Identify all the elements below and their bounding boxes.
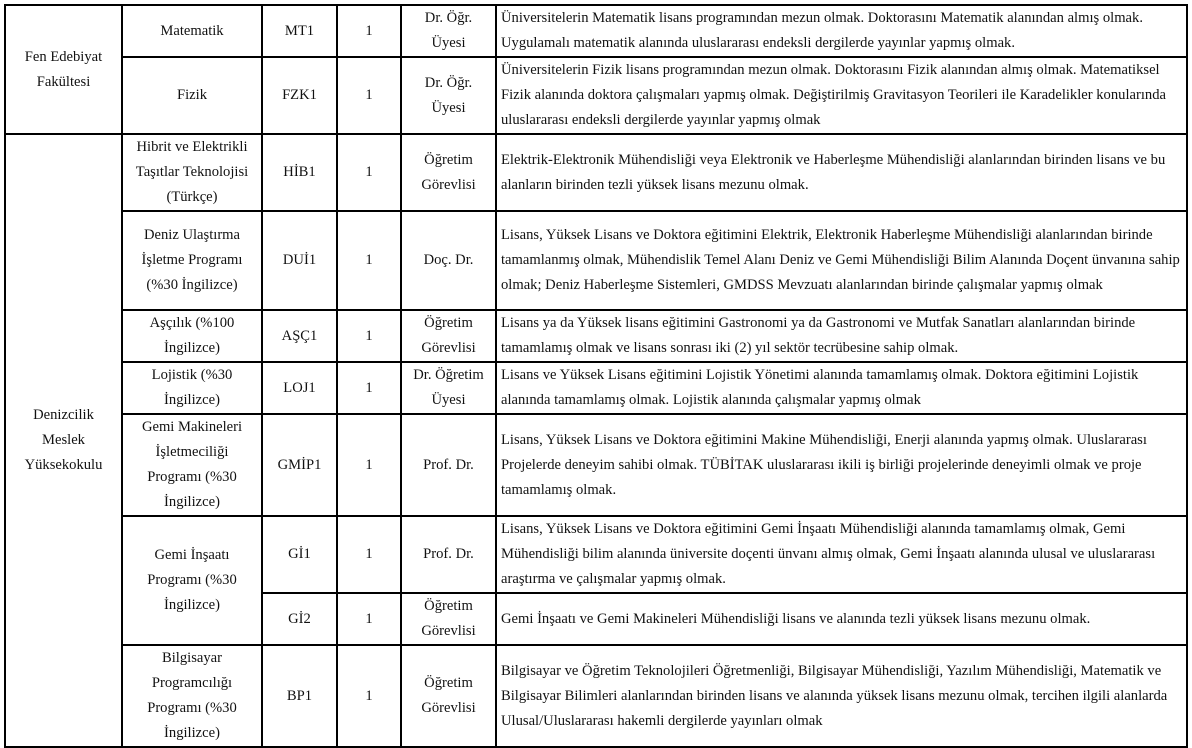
table-row [5, 5, 1187, 57]
table-row [5, 516, 1187, 593]
code-cell: LOJ1 [262, 362, 337, 414]
table-row [5, 645, 1187, 747]
count-cell: 1 [337, 645, 401, 747]
program-cell: Deniz Ulaştırma İşletme Programı (%30 İngilizce) [122, 211, 262, 310]
code-cell: MT1 [262, 5, 337, 57]
count-cell: 1 [337, 414, 401, 516]
code-cell: GMİP1 [262, 414, 337, 516]
table-row [5, 211, 1187, 310]
code-cell: HİB1 [262, 134, 337, 211]
count-cell: 1 [337, 516, 401, 593]
unit-name-cell: Denizcilik Meslek Yüksekokulu [5, 134, 122, 747]
title-cell: Doç. Dr. [401, 211, 496, 310]
title-cell: Dr. Öğretim Üyesi [401, 362, 496, 414]
code-cell: AŞÇ1 [262, 310, 337, 362]
table-row [5, 414, 1187, 516]
title-cell: Öğretim Görevlisi [401, 134, 496, 211]
title-cell: Prof. Dr. [401, 414, 496, 516]
code-cell: FZK1 [262, 57, 337, 134]
requirements-cell: Lisans, Yüksek Lisans ve Doktora eğitimini Gemi İnşaatı Mühendisliği alanında tamamlamış olmak, Gemi Mühendisliği bilim alanında üniversite doçenti ünvanı almış olmak, Gemi İnşaatı alanında ulusal ve uluslararası araştırma ve çalışmalar yapmış olmak. [496, 516, 1187, 593]
code-cell: Gİ1 [262, 516, 337, 593]
code-cell: DUİ1 [262, 211, 337, 310]
title-cell: Öğretim Görevlisi [401, 593, 496, 645]
requirements-cell: Üniversitelerin Fizik lisans programından mezun olmak. Doktorasını Fizik alanından almış olmak. Matematiksel Fizik alanında doktora çalışmaları yapmış olmak. Değiştirilmiş Gravitasyon Teorileri ile Karadelikler konularında uluslararası endeksli dergilerde yayınlar yapmış olmak [496, 57, 1187, 134]
requirements-cell: Lisans ya da Yüksek lisans eğitimini Gastronomi ya da Gastronomi ve Mutfak Sanatları alanlarından birinde tamamlamış olmak ve lisans sonrası iki (2) yıl sektör tecrübesine sahip olmak. [496, 310, 1187, 362]
count-cell: 1 [337, 134, 401, 211]
table-row [5, 310, 1187, 362]
title-cell: Öğretim Görevlisi [401, 310, 496, 362]
code-cell: BP1 [262, 645, 337, 747]
program-cell: Lojistik (%30 İngilizce) [122, 362, 262, 414]
title-cell: Dr. Öğr. Üyesi [401, 57, 496, 134]
table-row [5, 134, 1187, 211]
count-cell: 1 [337, 593, 401, 645]
title-cell: Öğretim Görevlisi [401, 645, 496, 747]
program-cell: Matematik [122, 5, 262, 57]
table-row [5, 362, 1187, 414]
table-row [5, 57, 1187, 134]
title-cell: Prof. Dr. [401, 516, 496, 593]
title-cell: Dr. Öğr. Üyesi [401, 5, 496, 57]
requirements-cell: Üniversitelerin Matematik lisans programından mezun olmak. Doktorasını Matematik alanından almış olmak. Uygulamalı matematik alanında uluslararası endeksli dergilerde yayınlar yapmış olmak. [496, 5, 1187, 57]
position-requirements-table [4, 4, 1188, 748]
program-cell: Aşçılık (%100 İngilizce) [122, 310, 262, 362]
program-cell: Fizik [122, 57, 262, 134]
program-cell: Hibrit ve Elektrikli Taşıtlar Teknolojisi (Türkçe) [122, 134, 262, 211]
requirements-cell: Elektrik-Elektronik Mühendisliği veya Elektronik ve Haberleşme Mühendisliği alanlarından birinden lisans ve bu alanların birinden tezli yüksek lisans mezunu olmak. [496, 134, 1187, 211]
requirements-cell: Bilgisayar ve Öğretim Teknolojileri Öğretmenliği, Bilgisayar Mühendisliği, Yazılım Mühendisliği, Matematik ve Bilgisayar Bilimleri alanlarından birinden lisans ve alanında yüksek lisans mezunu olmak, tercihen ilgili alanlarda Ulusal/Uluslararası hakemli dergilerde yayınları olmak [496, 645, 1187, 747]
program-cell: Bilgisayar Programcılığı Programı (%30 İngilizce) [122, 645, 262, 747]
unit-name-cell: Fen Edebiyat Fakültesi [5, 5, 122, 134]
program-cell: Gemi Makineleri İşletmeciliği Programı (%30 İngilizce) [122, 414, 262, 516]
requirements-cell: Lisans ve Yüksek Lisans eğitimini Lojistik Yönetimi alanında tamamlamış olmak. Doktora eğitimini Lojistik alanında tamamlamış olmak. Lojistik alanında çalışmalar yapmış olmak [496, 362, 1187, 414]
code-cell: Gİ2 [262, 593, 337, 645]
count-cell: 1 [337, 57, 401, 134]
count-cell: 1 [337, 5, 401, 57]
count-cell: 1 [337, 362, 401, 414]
program-cell: Gemi İnşaatı Programı (%30 İngilizce) [122, 516, 262, 645]
requirements-cell: Lisans, Yüksek Lisans ve Doktora eğitimini Elektrik, Elektronik Haberleşme Mühendisliği alanlarından birinde tamamlanmış olmak, Mühendislik Temel Alanı Deniz ve Gemi Mühendisliği Bilim Alanında Doçent ünvanına sahip olmak; Deniz Haberleşme Sistemleri, GMDSS Mevzuatı alanlarından birinde çalışmalar yapmış olmak [496, 211, 1187, 310]
count-cell: 1 [337, 211, 401, 310]
requirements-cell: Gemi İnşaatı ve Gemi Makineleri Mühendisliği lisans ve alanında tezli yüksek lisans mezunu olmak. [496, 593, 1187, 645]
count-cell: 1 [337, 310, 401, 362]
requirements-cell: Lisans, Yüksek Lisans ve Doktora eğitimini Makine Mühendisliği, Enerji alanında yapmış olmak. Uluslararası Projelerde deneyim sahibi olmak. TÜBİTAK uluslararası ikili iş birliği projelerinde deneyimli olmak ve proje tamamlamış olmak. [496, 414, 1187, 516]
